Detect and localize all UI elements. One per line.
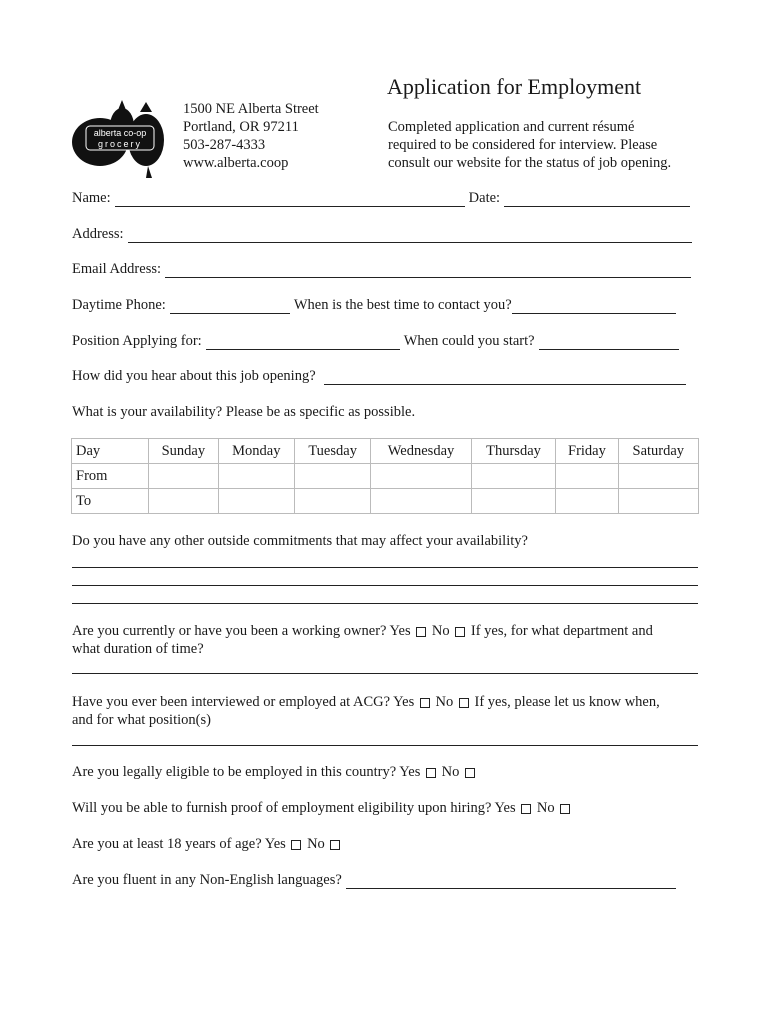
name-field[interactable]: [115, 193, 465, 207]
address-street: 1500 NE Alberta Street: [183, 101, 319, 117]
availability-table: [71, 438, 699, 514]
commitments-line-1[interactable]: [72, 567, 698, 568]
header-day: Day: [72, 439, 149, 464]
hear-label: How did you hear about this job opening?: [72, 368, 316, 384]
company-logo: [70, 100, 170, 180]
header-friday: Friday: [556, 439, 618, 464]
eligible-question: [72, 764, 477, 781]
address-web: www.alberta.coop: [183, 155, 289, 171]
to-tuesday-cell[interactable]: [294, 489, 371, 514]
page-title: Application for Employment: [387, 74, 642, 99]
phone-label: Daytime Phone:: [72, 297, 166, 313]
address-phone: 503-287-4333: [183, 137, 266, 153]
proof-text-b: No: [536, 800, 555, 816]
logo-line1: alberta co-op: [93, 128, 147, 138]
owner-text-a: Are you currently or have you been a working owner? Yes: [72, 623, 411, 639]
owner-no-checkbox[interactable]: [455, 627, 465, 637]
best-time-label: When is the best time to contact you?: [293, 297, 512, 313]
owner-text-b: No: [431, 623, 450, 639]
to-saturday-cell[interactable]: [618, 489, 698, 514]
from-thursday-cell[interactable]: [471, 464, 556, 489]
age-yes-checkbox[interactable]: [291, 840, 301, 850]
position-label: Position Applying for:: [72, 333, 202, 349]
address-label: Address:: [72, 226, 124, 242]
acg-text-b: No: [435, 694, 454, 710]
to-wednesday-cell[interactable]: [371, 489, 471, 514]
from-saturday-cell[interactable]: [618, 464, 698, 489]
proof-question: [72, 800, 572, 817]
eligible-no-checkbox[interactable]: [465, 768, 475, 778]
header-monday: Monday: [218, 439, 294, 464]
languages-row: [72, 872, 680, 889]
from-monday-cell[interactable]: [218, 464, 294, 489]
address-row: [72, 226, 696, 243]
date-label: Date:: [468, 190, 501, 206]
commitments-line-2[interactable]: [72, 585, 698, 586]
owner-text-c: If yes, for what department and: [470, 623, 653, 639]
table-row-to: [72, 489, 699, 514]
languages-field[interactable]: [346, 875, 676, 889]
address-city: Portland, OR 97211: [183, 119, 299, 135]
from-sunday-cell[interactable]: [149, 464, 219, 489]
acg-text-d: and for what position(s): [72, 712, 211, 728]
best-time-field[interactable]: [512, 300, 676, 314]
name-date-row: [72, 190, 694, 207]
from-tuesday-cell[interactable]: [294, 464, 371, 489]
date-field[interactable]: [504, 193, 690, 207]
to-thursday-cell[interactable]: [471, 489, 556, 514]
owner-text-d: what duration of time?: [72, 641, 204, 657]
header-wednesday: Wednesday: [371, 439, 471, 464]
header-saturday: Saturday: [618, 439, 698, 464]
application-notice: [388, 118, 671, 172]
to-sunday-cell[interactable]: [149, 489, 219, 514]
acg-yes-checkbox[interactable]: [420, 698, 430, 708]
age-text-b: No: [307, 836, 325, 852]
logo-line2: grocery: [97, 139, 143, 149]
header-thursday: Thursday: [471, 439, 556, 464]
age-question: [72, 836, 342, 853]
age-text-a: Are you at least 18 years of age? Yes: [72, 836, 286, 852]
commitments-question: Do you have any other outside commitments that may affect your availability?: [72, 533, 528, 549]
row-label-from: From: [72, 464, 149, 489]
age-no-checkbox[interactable]: [330, 840, 340, 850]
company-address: [183, 100, 319, 172]
to-friday-cell[interactable]: [556, 489, 618, 514]
owner-yes-checkbox[interactable]: [416, 627, 426, 637]
table-row-from: [72, 464, 699, 489]
proof-no-checkbox[interactable]: [560, 804, 570, 814]
proof-yes-checkbox[interactable]: [521, 804, 531, 814]
start-label: When could you start?: [403, 333, 535, 349]
header-sunday: Sunday: [149, 439, 219, 464]
start-field[interactable]: [539, 336, 679, 350]
from-wednesday-cell[interactable]: [371, 464, 471, 489]
owner-question: [72, 622, 697, 658]
commitments-line-3[interactable]: [72, 603, 698, 604]
acg-question: [72, 693, 697, 729]
acg-text-a: Have you ever been interviewed or employed at ACG? Yes: [72, 694, 415, 710]
availability-prompt: What is your availability? Please be as specific as possible.: [72, 404, 416, 420]
position-field[interactable]: [206, 336, 400, 350]
acg-answer-line[interactable]: [72, 745, 698, 746]
phone-field[interactable]: [170, 300, 290, 314]
position-row: [72, 333, 683, 350]
hear-field[interactable]: [324, 371, 686, 385]
to-monday-cell[interactable]: [218, 489, 294, 514]
table-header-row: [72, 439, 699, 464]
notice-line-1: Completed application and current résumé: [388, 119, 635, 135]
from-friday-cell[interactable]: [556, 464, 618, 489]
notice-line-2: required to be considered for interview. Please: [388, 137, 658, 153]
languages-label: Are you fluent in any Non-English languages?: [72, 872, 342, 888]
email-label: Email Address:: [72, 261, 162, 277]
acg-no-checkbox[interactable]: [459, 698, 469, 708]
produce-logo-icon: [70, 100, 170, 180]
name-label: Name:: [72, 190, 111, 206]
eligible-text-a: Are you legally eligible to be employed in this country? Yes: [72, 764, 421, 780]
eligible-yes-checkbox[interactable]: [426, 768, 436, 778]
phone-row: [72, 297, 680, 314]
row-label-to: To: [72, 489, 149, 514]
proof-text-a: Will you be able to furnish proof of employment eligibility upon hiring? Yes: [72, 800, 516, 816]
header-tuesday: Tuesday: [294, 439, 371, 464]
email-field[interactable]: [165, 264, 691, 278]
notice-line-3: consult our website for the status of job opening.: [388, 155, 672, 171]
owner-answer-line[interactable]: [72, 673, 698, 674]
eligible-text-b: No: [441, 764, 460, 780]
address-field[interactable]: [128, 229, 692, 243]
acg-text-c: If yes, please let us know when,: [474, 694, 660, 710]
email-row: [72, 261, 695, 278]
hear-row: [72, 368, 690, 385]
